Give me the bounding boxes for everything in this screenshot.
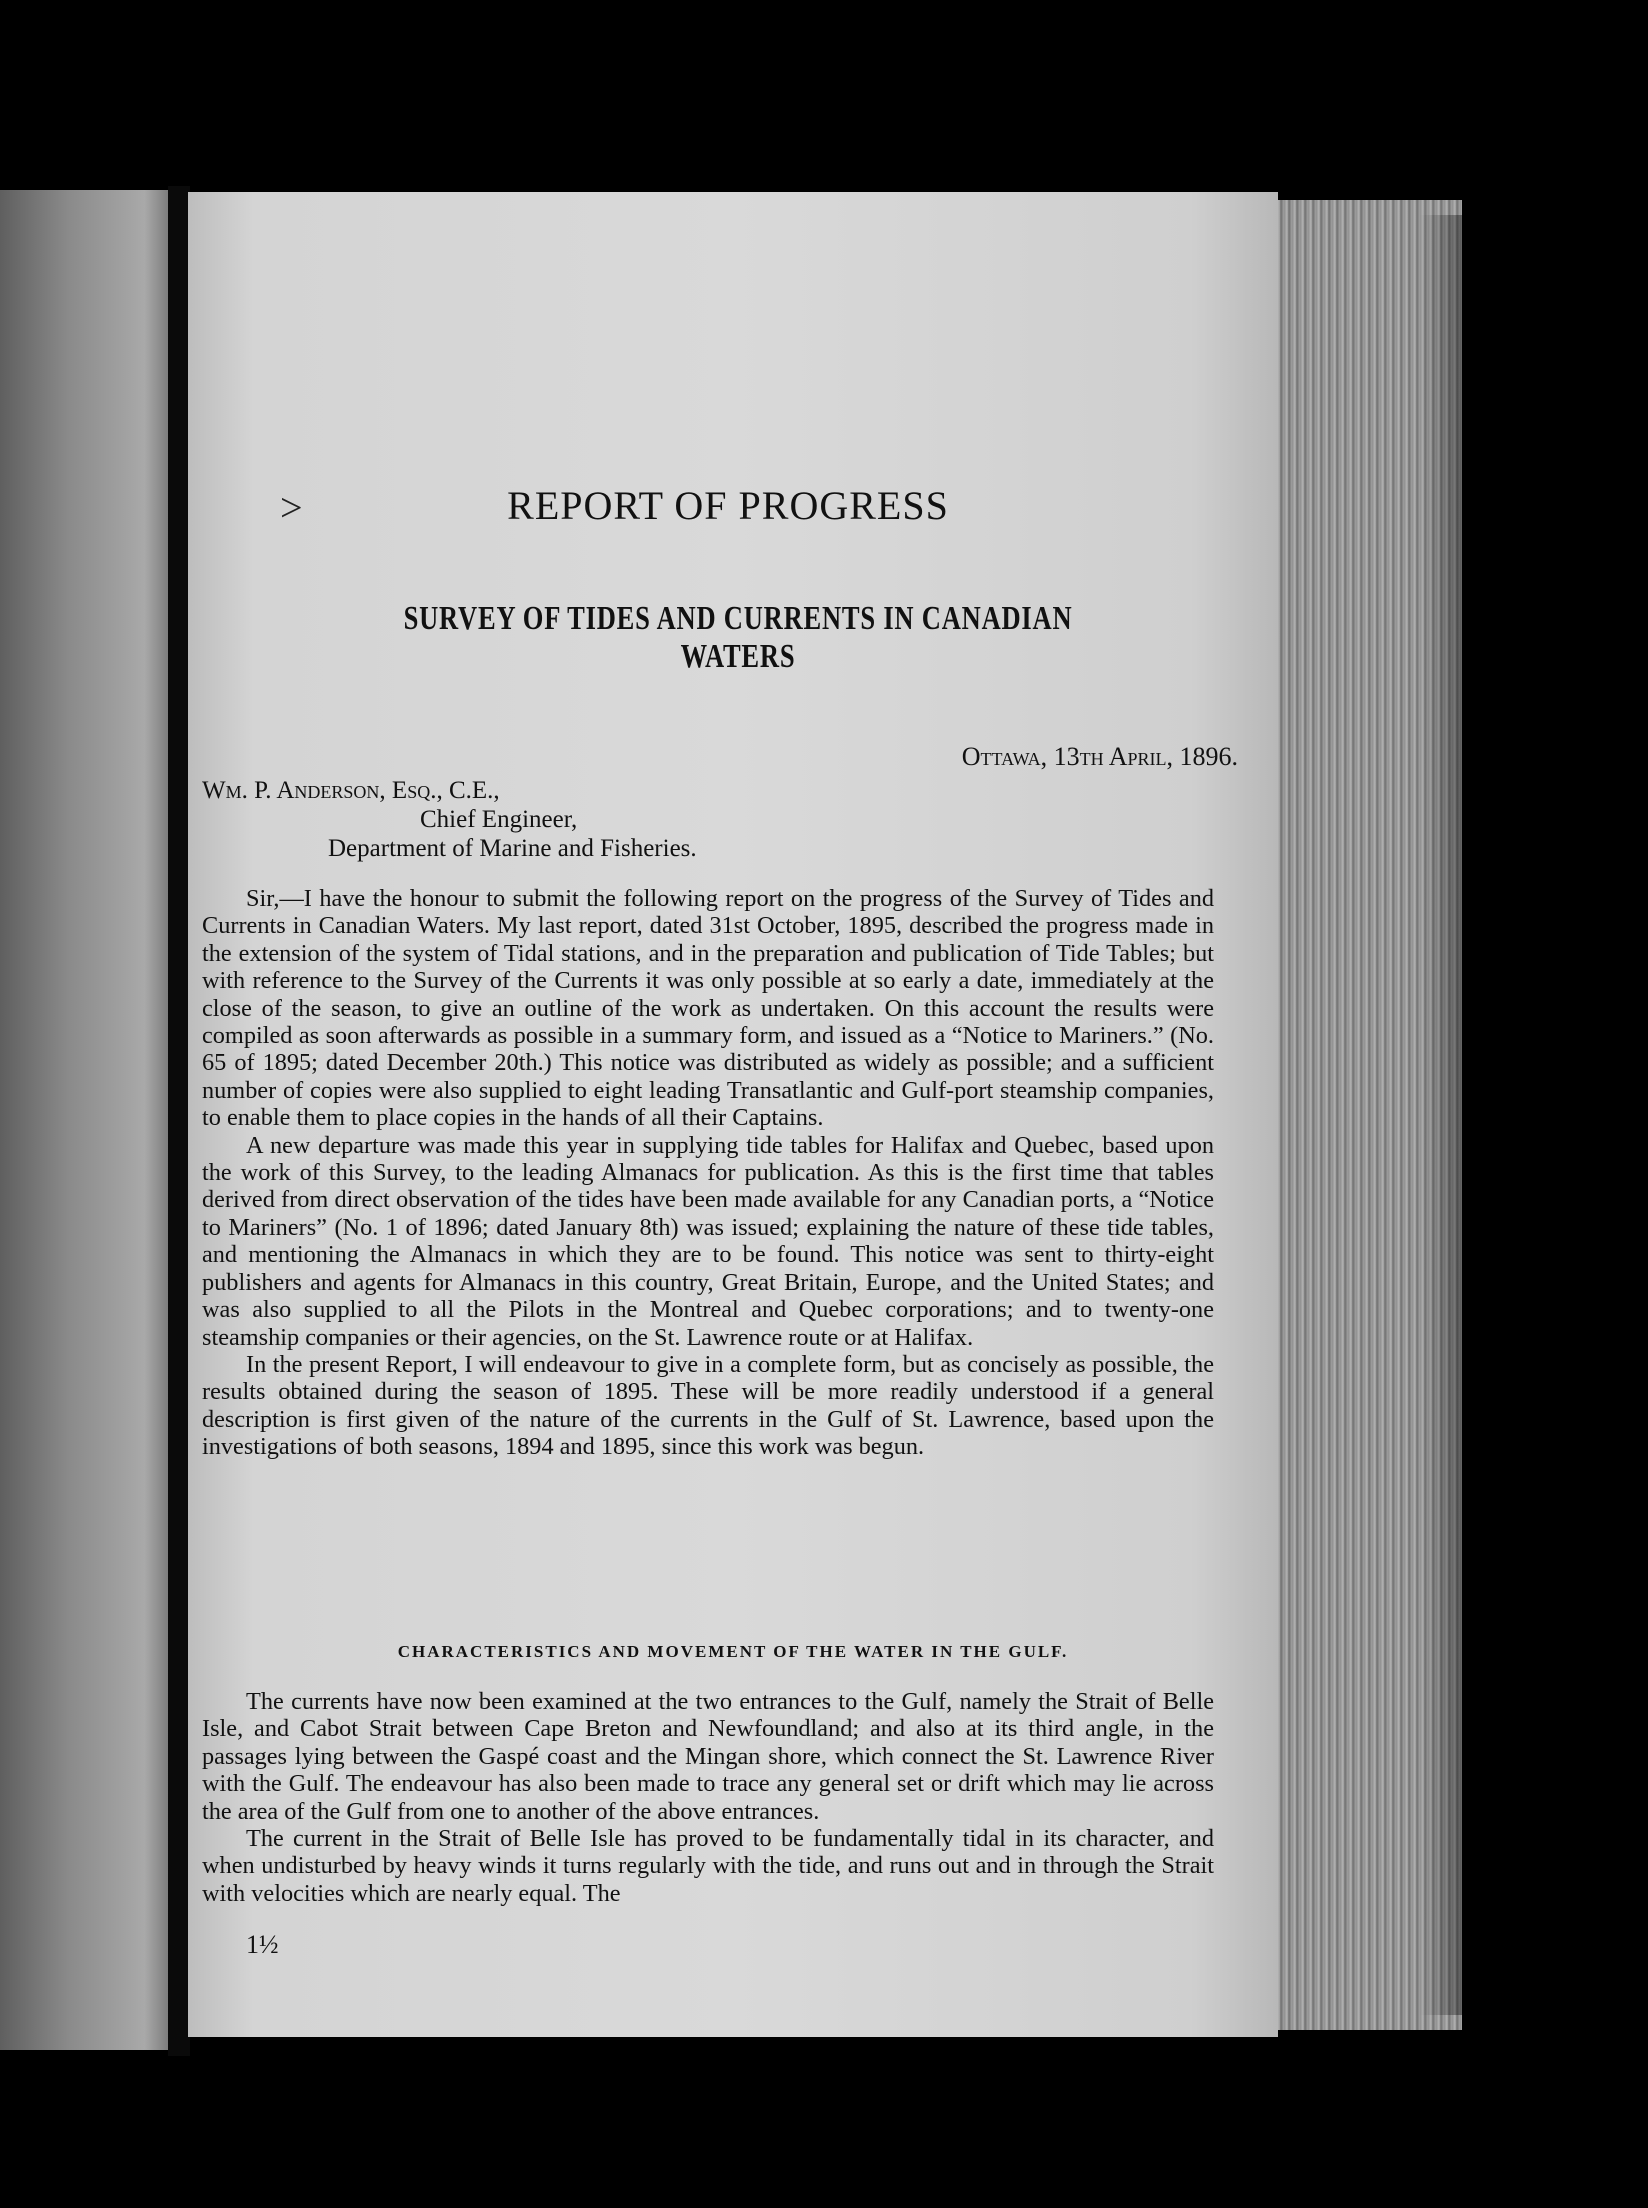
paragraph: A new departure was made this year in supplying tide tables for Halifax and Quebec, based upon the work of this Survey, to the leading Almanacs for publication. As this is the first time that tables derived from direct observation of the tides have been made available for any Canadian ports, a “Notice to Mariners” (No. 1 of 1896; dated January 8th) was issued; explaining the nature of these tide tables, and mentioning the Almanacs in which they are to be found. This notice was sent to thirty-eight publishers and agents for Almanacs in this country, Great Britain, Europe, and the United States; and was also supplied to all the Pilots in the Montreal and Quebec corporations; and to twenty-one steamship companies or their agencies, on the St. Lawrence route or at Halifax. <box>202 1131 1214 1351</box>
letter-body <box>202 885 1214 1461</box>
book-page <box>188 192 1278 2037</box>
addressee-title: Chief Engineer, <box>420 806 578 833</box>
addressee-department: Department of Marine and Fisheries. <box>328 835 697 862</box>
report-subtitle: SURVEY OF TIDES AND CURRENTS IN CANADIAN WATERS <box>403 600 1073 675</box>
facing-page-edge <box>0 190 170 2050</box>
paragraph: Sir,—I have the honour to submit the following report on the progress of the Survey of Tides and Currents in Canadian Waters. My last report, dated 31st October, 1895, described the progress made in the extension of the system of Tidal stations, and in the preparation and publication of Tide Tables; but with reference to the Survey of the Currents it was only possible at so early a date, immediately at the close of the season, to give an outline of the work as undertaken. On this account the results were compiled as soon afterwards as possible in a summary form, and issued as a “Notice to Mariners.” (No. 65 of 1895; dated December 20th.) This notice was distributed as widely as possible; and a sufficient number of copies were also supplied to eight leading Transatlantic and Gulf-port steamship companies, to enable them to place copies in the hands of all their Captains. <box>202 885 1214 1132</box>
section-heading: CHARACTERISTICS AND MOVEMENT OF THE WATER IN THE GULF. <box>397 1642 1069 1661</box>
paragraph: The current in the Strait of Belle Isle has proved to be fundamentally tidal in its character, and when undisturbed by heavy winds it turns regularly with the tide, and runs out and in through the Strait with velocities which are nearly equal. The <box>202 1825 1214 1907</box>
section-body <box>202 1688 1214 1907</box>
dateline: Ottawa, 13th April, 1896. <box>961 742 1238 771</box>
report-title: REPORT OF PROGRESS <box>507 483 949 528</box>
book-gutter <box>168 186 190 2056</box>
page-edges-shadow <box>1420 215 1480 2015</box>
paragraph: In the present Report, I will endeavour to give in a complete form, but as concisely as possible, the results obtained during the season of 1895. These will be more readily understood if a general description is first given of the nature of the currents in the Gulf of St. Lawrence, based upon the investigations of both seasons, 1894 and 1895, since this work was begun. <box>202 1350 1214 1461</box>
page-marker: 1½ <box>246 1930 279 1959</box>
paragraph: The currents have now been examined at the two entrances to the Gulf, namely the Strait of Belle Isle, and Cabot Strait between Cape Breton and Newfoundland; and also at its third angle, in the passages lying between the Gaspé coast and the Mingan shore, which connect the St. Lawrence River with the Gulf. The endeavour has also been made to trace any general set or drift which may lie across the area of the Gulf from one to another of the above entrances. <box>202 1688 1214 1825</box>
margin-mark: > <box>280 485 303 530</box>
addressee-name: Wm. P. Anderson, Esq., C.E., <box>202 777 500 804</box>
